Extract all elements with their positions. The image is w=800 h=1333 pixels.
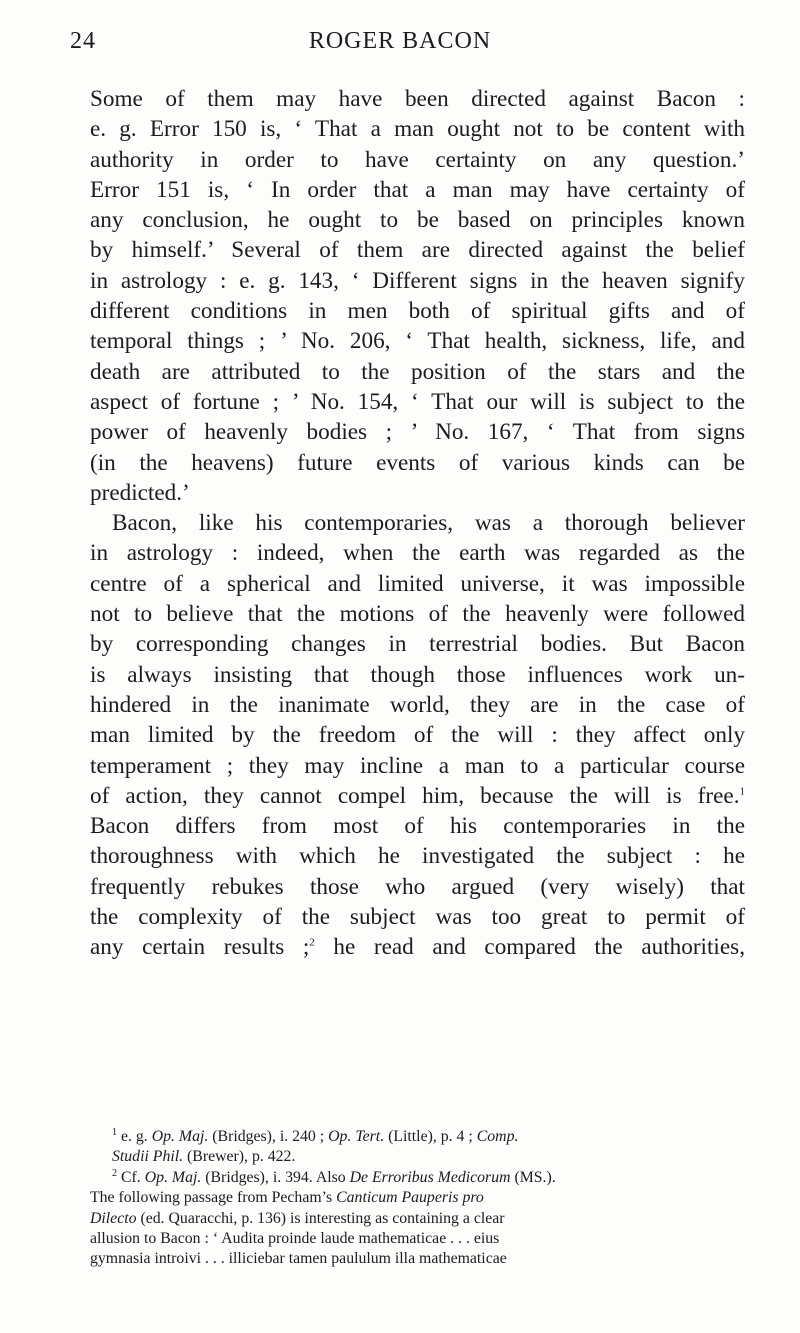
paragraph-start-line: Bacon, like his contemporaries, was a thorough believer [112, 510, 745, 537]
footnote-text: (Brewer), p. 422. [183, 1148, 296, 1166]
text-line: man limited by the freedom of the will : they affect only [90, 722, 745, 749]
text-line: hindered in the inanimate world, they are in the case of [90, 691, 745, 718]
text-line: Some of them may have been directed against Bacon : [90, 86, 745, 112]
text-line: by himself.’ Several of them are directed against the belief [90, 237, 745, 264]
text-line: predicted.’ [90, 479, 190, 506]
page-header [0, 28, 800, 68]
footnote-text: (Bridges), i. 240 ; [208, 1128, 329, 1145]
main-text [90, 84, 745, 963]
text-line: aspect of fortune ; ’ No. 154, ‘ That our will is subject to the [90, 388, 745, 415]
text-line: in astrology : indeed, when the earth was regarded as the [90, 540, 745, 567]
text-line: any conclusion, he ought to be based on principles known [90, 207, 745, 234]
running-title: ROGER BACON [308, 28, 492, 54]
footnote-text: allusion to Bacon : ‘ Audita proinde laude mathematicae . . . eius [90, 1230, 500, 1248]
footnote-title: De Erroribus Medicorum [349, 1168, 511, 1186]
footnote-1 [90, 1127, 745, 1168]
text-line: Error 151 is, ‘ In order that a man may have certainty of [90, 176, 745, 203]
text-line-with-footnote [90, 781, 745, 811]
text-segment: he read and compared the authorities, [314, 934, 745, 961]
footnote-title: Op. Tert. [328, 1128, 385, 1145]
footnote-title: Dilecto [90, 1209, 137, 1227]
text-line: (in the heavens) future events of various kinds can be [90, 449, 745, 476]
footnote-title: Op. Maj. [151, 1128, 209, 1145]
text-line: power of heavenly bodies ; ’ No. 167, ‘ That from signs [90, 419, 745, 446]
footnote-title: Studii Phil. [112, 1148, 184, 1166]
footnote-text: (MS.). [510, 1168, 556, 1186]
text-line: death are attributed to the position of the stars and the [90, 358, 745, 385]
footnote-title: Canticum Pauperis pro [336, 1189, 484, 1207]
text-line: temperament ; they may incline a man to a particular course [90, 752, 745, 779]
text-line: the complexity of the subject was too great to permit of [90, 904, 745, 931]
footnotes [90, 1127, 745, 1270]
text-line: centre of a spherical and limited universe, it was impossible [90, 570, 745, 597]
text-line: is always insisting that though those influences work un- [90, 661, 745, 688]
text-line: different conditions in men both of spiritual gifts and of [90, 298, 745, 325]
text-line: authority in order to have certainty on any question.’ [90, 146, 745, 173]
text-line: not to believe that the motions of the heavenly were followed [90, 601, 745, 628]
footnote-text: Cf. [121, 1168, 145, 1186]
text-line: by corresponding changes in terrestrial bodies. But Bacon [90, 631, 745, 658]
text-line: Bacon differs from most of his contemporaries in the [90, 813, 745, 840]
page-number: 24 [70, 28, 96, 54]
footnote-text: e. g. [121, 1128, 152, 1145]
footnote-text: The following passage from Pecham’s [90, 1189, 337, 1207]
text-line: e. g. Error 150 is, ‘ That a man ought not to be content with [90, 116, 745, 143]
footnote-number: 1 [112, 1126, 117, 1138]
footnote-2 [90, 1168, 745, 1188]
text-segment: of action, they cannot compel him, because the will is free. [90, 782, 740, 809]
footnote-title: Op. Maj. [144, 1168, 202, 1186]
text-line: frequently rebukes those who argued (very wisely) that [90, 873, 745, 900]
footnote-text: gymnasia introivi . . . illiciebar tamen paululum illa mathematicae [90, 1250, 507, 1268]
text-segment: any certain results ; [90, 934, 310, 961]
footnote-marker[interactable]: 2 [309, 936, 315, 949]
text-line: in astrology : e. g. 143, ‘ Different signs in the heaven signify [90, 267, 745, 294]
footnote-marker[interactable]: 1 [739, 785, 745, 798]
footnote-title: Comp. [476, 1128, 519, 1145]
footnote-text: (Bridges), i. 394. Also [201, 1168, 350, 1186]
footnote-2-continued [90, 1188, 745, 1270]
footnote-number: 2 [112, 1167, 117, 1179]
footnote-text: (Little), p. 4 ; [384, 1128, 477, 1145]
text-line: thoroughness with which he investigated the subject : he [90, 843, 745, 870]
text-line: temporal things ; ’ No. 206, ‘ That health, sickness, life, and [90, 328, 745, 355]
footnote-text: (ed. Quaracchi, p. 136) is interesting as containing a clear [136, 1209, 505, 1227]
text-line-with-footnote [90, 932, 745, 962]
